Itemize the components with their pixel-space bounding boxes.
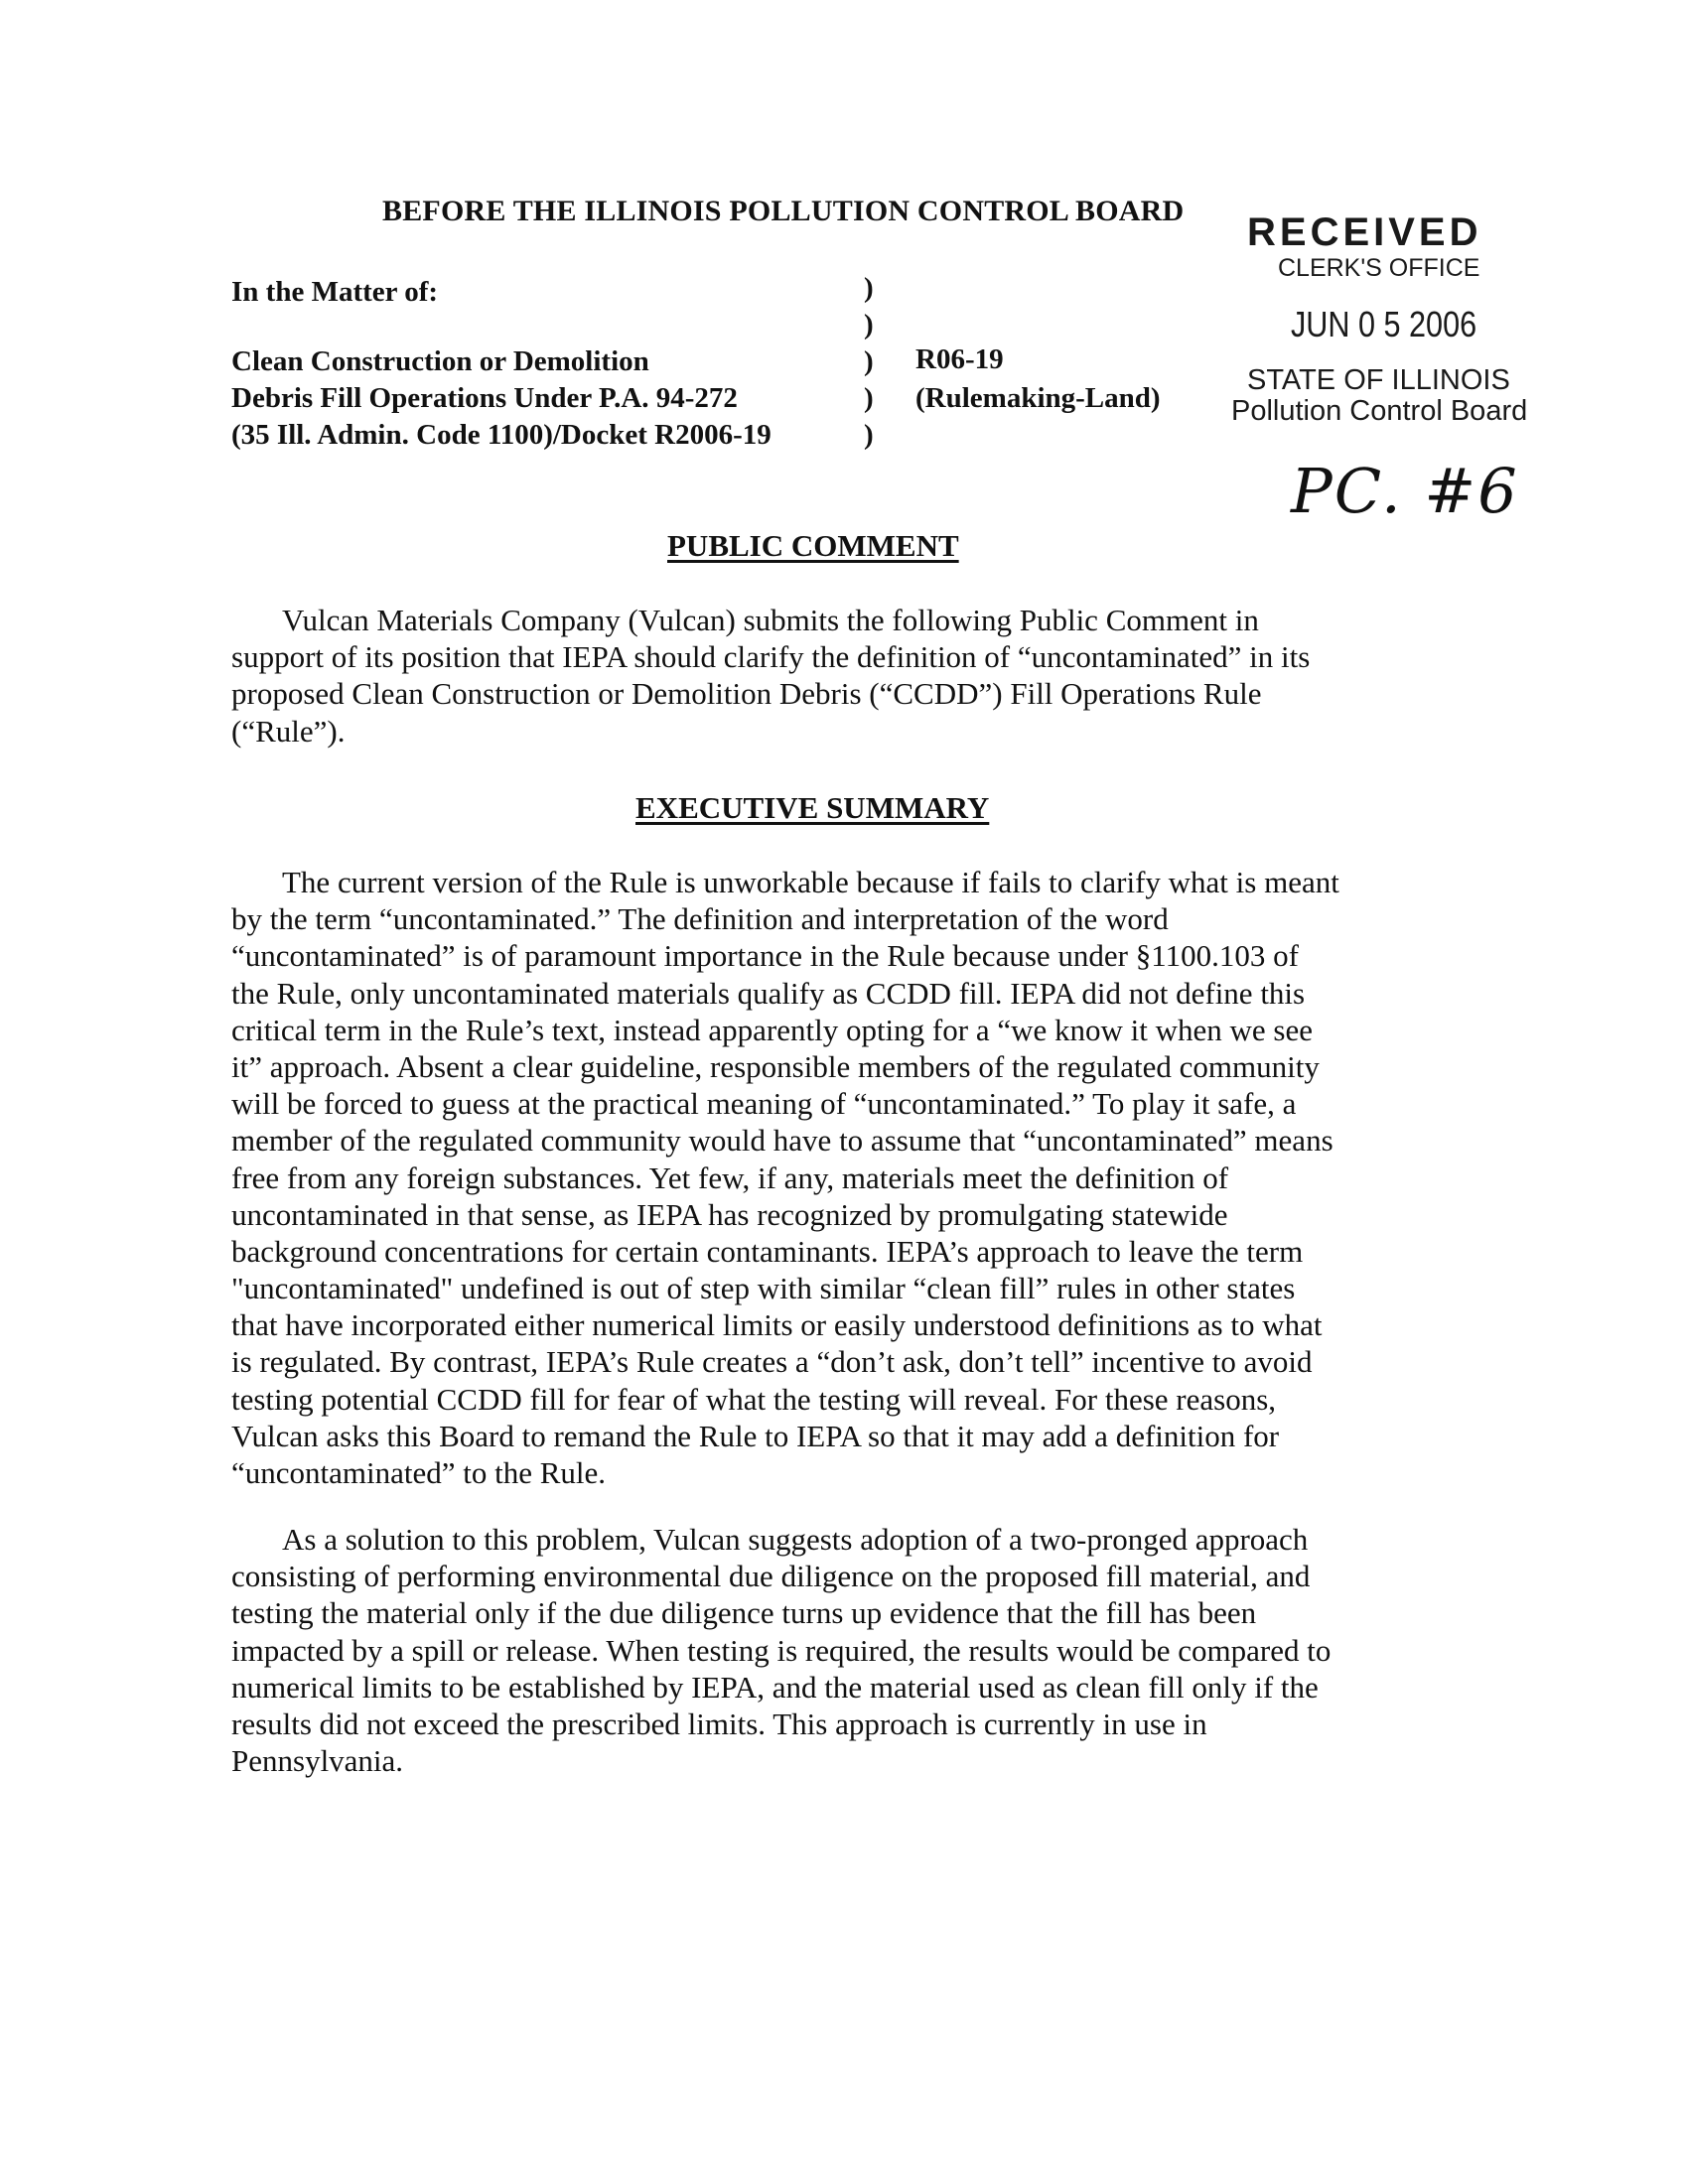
caption-line-3: (35 Ill. Admin. Code 1100)/Docket R2006-19	[231, 419, 772, 451]
caption-line-2: Debris Fill Operations Under P.A. 94-272	[231, 382, 738, 414]
paragraph-line: results did not exceed the prescribed limits. This approach is currently in use in	[231, 1706, 1207, 1741]
paragraph-line: numerical limits to be established by IEPA, and the material used as clean fill only if the	[231, 1669, 1319, 1705]
board-stamp: Pollution Control Board	[1231, 395, 1528, 427]
received-stamp: RECEIVED	[1247, 210, 1482, 254]
received-date-stamp: JUN 0 5 2006	[1291, 304, 1477, 344]
paragraph-line: “uncontaminated” is of paramount importance in the Rule because under §1100.103 of	[231, 938, 1299, 974]
handwritten-note: PC. #6	[1291, 455, 1519, 527]
paragraph-line: testing the material only if the due diligence turns up evidence that the fill has been	[231, 1595, 1257, 1631]
paragraph-line: (“Rule”).	[231, 713, 346, 749]
paragraph-line: free from any foreign substances. Yet few, if any, materials meet the definition of	[231, 1160, 1229, 1195]
paragraph-line: Vulcan asks this Board to remand the Rule to IEPA so that it may add a definition for	[231, 1418, 1280, 1453]
paragraph-line: will be forced to guess at the practical meaning of “uncontaminated.” To play it safe, a	[231, 1086, 1297, 1122]
paragraph-line: "uncontaminated" undefined is out of step with similar “clean fill” rules in other states	[231, 1271, 1296, 1306]
caption-paren: )	[864, 345, 874, 377]
paragraph-line: As a solution to this problem, Vulcan suggests adoption of a two-pronged approach	[282, 1522, 1309, 1557]
paragraph-line: that have incorporated either numerical limits or easily understood definitions as to what	[231, 1307, 1323, 1343]
paragraph-line: is regulated. By contrast, IEPA’s Rule creates a “don’t ask, don’t tell” incentive to avoid	[231, 1344, 1313, 1380]
docket-type: (Rulemaking-Land)	[915, 382, 1161, 414]
summary-paragraph-2	[231, 1521, 1331, 1779]
caption-paren: )	[864, 272, 874, 304]
paragraph-line: it” approach. Absent a clear guideline, responsible members of the regulated community	[231, 1048, 1320, 1084]
caption-line-1: Clean Construction or Demolition	[231, 345, 649, 377]
paragraph-line: “uncontaminated” to the Rule.	[231, 1455, 607, 1490]
paragraph-line: the Rule, only uncontaminated materials qualify as CCDD fill. IEPA did not define this	[231, 975, 1306, 1011]
docket-number: R06-19	[915, 343, 1004, 375]
state-stamp: STATE OF ILLINOIS	[1247, 364, 1510, 396]
paragraph-line: Vulcan Materials Company (Vulcan) submits the following Public Comment in	[282, 603, 1259, 637]
paragraph-line: Pennsylvania.	[231, 1743, 404, 1779]
paragraph-line: by the term “uncontaminated.” The definition and interpretation of the word	[231, 901, 1169, 937]
paragraph-line: background concentrations for certain contaminants. IEPA’s approach to leave the term	[231, 1233, 1304, 1269]
caption-paren: )	[864, 419, 874, 451]
paragraph-line: proposed Clean Construction or Demolition Debris (“CCDD”) Fill Operations Rule	[231, 676, 1262, 712]
paragraph-line: consisting of performing environmental due diligence on the proposed fill material, and	[231, 1559, 1311, 1594]
paragraph-line: critical term in the Rule’s text, instead apparently opting for a “we know it when we see	[231, 1012, 1313, 1047]
paragraph-line: support of its position that IEPA should clarify the definition of “uncontaminated” in its	[231, 639, 1311, 675]
summary-paragraph-1	[231, 864, 1339, 1491]
clerks-office-stamp: CLERK'S OFFICE	[1278, 254, 1480, 282]
board-heading: BEFORE THE ILLINOIS POLLUTION CONTROL BOARD	[382, 195, 1185, 227]
executive-summary-title: EXECUTIVE SUMMARY	[635, 790, 990, 825]
paragraph-line: testing potential CCDD fill for fear of what the testing will reveal. For these reasons,	[231, 1381, 1277, 1417]
public-comment-paragraph	[231, 602, 1310, 750]
matter-label: In the Matter of:	[231, 276, 439, 308]
caption-paren: )	[864, 382, 874, 414]
caption-paren: )	[864, 309, 874, 341]
paragraph-line: uncontaminated in that sense, as IEPA has recognized by promulgating statewide	[231, 1196, 1228, 1232]
paragraph-line: The current version of the Rule is unworkable because if fails to clarify what is meant	[282, 865, 1339, 899]
paragraph-line: impacted by a spill or release. When testing is required, the results would be compared to	[231, 1632, 1332, 1668]
paragraph-line: member of the regulated community would have to assume that “uncontaminated” means	[231, 1123, 1333, 1159]
public-comment-title: PUBLIC COMMENT	[667, 528, 959, 563]
